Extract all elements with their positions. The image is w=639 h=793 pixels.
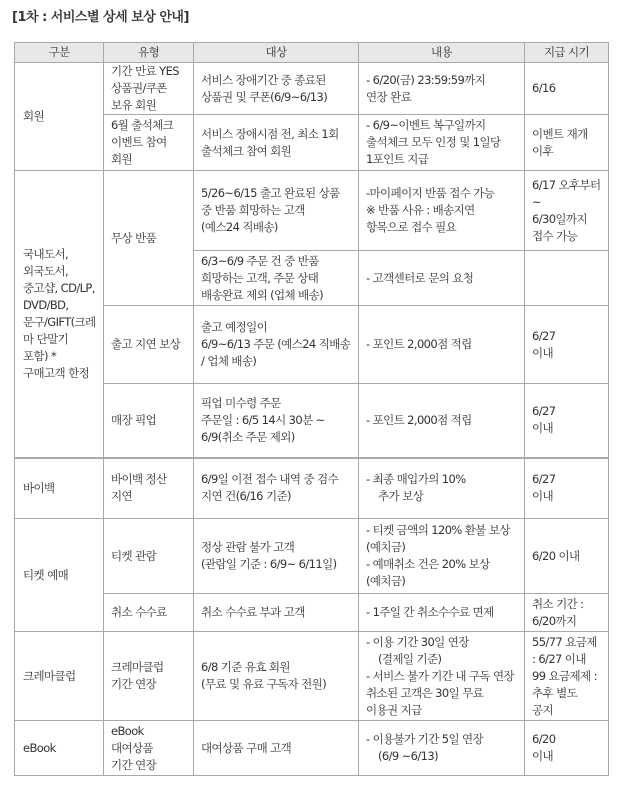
header-content: 내용: [359, 43, 525, 63]
content-line: - 6/20(금) 23:59:59까지: [366, 72, 486, 87]
content-cell: [359, 519, 525, 594]
target-line: 주문일 : 6/5 14시 30분 ~ 6/9(취소 주문 제외): [201, 412, 325, 444]
timing-line: 이내: [532, 421, 554, 436]
content-line: (6/9 ~6/13): [378, 749, 438, 763]
type-cell: 취소 수수료: [104, 594, 194, 632]
table-row: [15, 594, 609, 632]
type-cell: 기간 만료 YES 상품권/쿠폰 보유 회원: [104, 63, 194, 115]
target-cell: 서비스 장애기간 중 종료된 상품권 및 쿠폰(6/9~6/13): [194, 63, 359, 115]
timing-cell: 이벤트 재개 이후: [525, 115, 609, 171]
type-cell: 매장 픽업: [104, 384, 194, 458]
category-cell: 티켓 예매: [15, 519, 104, 632]
target-line: 5/26~6/15 출고 완료된 상품 중 반품 희망하는 고객: [201, 186, 340, 217]
type-line: 대여상품: [111, 740, 154, 755]
table-row: [15, 458, 609, 519]
content-line: - 이용 기간 30일 연장: [366, 634, 469, 649]
timing-line: 취소 기간 :: [532, 596, 584, 611]
target-cell: [194, 632, 359, 721]
content-line: 추가 보상: [378, 489, 424, 504]
content-line: - 예매취소 건은 20% 보상(예치금): [366, 557, 490, 588]
target-line: 6/9~6/13 주문 (예스24 직배송 / 업체 배송): [201, 337, 351, 368]
category-cell: eBook: [15, 721, 104, 776]
target-cell: [194, 171, 359, 251]
content-line: 출석체크 모두 인정 및 1일당 1포인트 지급: [366, 135, 501, 166]
target-cell: 서비스 장애시점 전, 최소 1회 출석체크 참여 회원: [194, 115, 359, 171]
table-header-row: [15, 43, 609, 63]
content-line: (결제일 기준): [378, 651, 442, 666]
page-title: [1차 : 서비스별 상세 보상 안내]: [12, 10, 189, 25]
content-line: - 6/9~이벤트 복구일까지: [366, 118, 486, 132]
table-row: [15, 306, 609, 384]
timing-line: 이내: [532, 345, 554, 360]
timing-cell: 6/20 이내: [525, 519, 609, 594]
type-line: eBook: [111, 723, 144, 738]
timing-cell: [525, 721, 609, 776]
timing-line: 55/77 요금제 : 6/27 이내: [532, 634, 597, 666]
content-cell: - 포인트 2,000점 적립: [359, 384, 525, 458]
header-type: 유형: [104, 43, 194, 63]
type-cell: 출고 지연 보상: [104, 306, 194, 384]
category-cell: 바이백: [15, 458, 104, 519]
target-line: 6/8 기준 유효 회원: [201, 660, 290, 674]
target-cell: [194, 306, 359, 384]
target-cell: 취소 수수료 부과 고객: [194, 594, 359, 632]
timing-cell: [525, 632, 609, 721]
type-line: 기간 연장: [111, 757, 157, 772]
timing-line: 6/27: [532, 328, 556, 343]
timing-cell: [525, 251, 609, 306]
timing-cell: [525, 594, 609, 632]
table-row: [15, 171, 609, 251]
type-cell: [104, 632, 194, 721]
timing-line: 이내: [532, 489, 554, 504]
category-cell: 크레마클럽: [15, 632, 104, 721]
type-cell: 바이백 정산 지연: [104, 458, 194, 519]
type-cell: 6월 출석체크 이벤트 참여 회원: [104, 115, 194, 171]
target-line: 출고 예정일이: [201, 320, 268, 334]
content-line: 연장 완료: [366, 89, 412, 104]
target-line: (예스24 직배송): [201, 220, 278, 234]
target-cell: 6/3~6/9 주문 건 중 반품 희망하는 고객, 주문 상태 배송완료 제외 (업체 배송): [194, 251, 359, 306]
target-line: 픽업 미수령 주문: [201, 395, 281, 410]
timing-cell: [525, 458, 609, 519]
timing-cell: [525, 306, 609, 384]
type-cell: [104, 721, 194, 776]
category-cell: 국내도서, 외국도서, 중고샵, CD/LP, DVD/BD, 문구/GIFT(크레마 단말기 포함) *구매고객 한정: [15, 171, 104, 458]
compensation-table: [14, 42, 609, 776]
table-row: [15, 384, 609, 458]
timing-line: 6/30일까지 접수 가능: [532, 211, 587, 243]
header-category: 구분: [15, 43, 104, 63]
table-row: [15, 632, 609, 721]
content-cell: [359, 721, 525, 776]
content-line: - 티켓 금액의 120% 환불 보상(예치금): [366, 523, 510, 554]
target-cell: 대여상품 구매 고객: [194, 721, 359, 776]
timing-cell: 6/16: [525, 63, 609, 115]
target-line: (무료 및 유료 구독자 전원): [201, 677, 327, 691]
content-line: - 최종 매입가의 10%: [366, 472, 466, 487]
timing-line: 99 요금제제 : 추후 별도 공지: [532, 668, 597, 717]
target-line: (관람일 기준 : 6/9~ 6/11일): [201, 557, 337, 571]
table-row: [15, 721, 609, 776]
category-cell: 회원: [15, 63, 104, 171]
content-cell: [359, 458, 525, 519]
timing-cell: [525, 171, 609, 251]
type-line: 크레마클럽: [111, 660, 164, 674]
header-target: 대상: [194, 43, 359, 63]
target-line: 정상 관람 불가 고객: [201, 540, 295, 554]
header-timing: 지급 시기: [525, 43, 609, 63]
timing-line: 6/27: [532, 472, 556, 487]
target-cell: [194, 384, 359, 458]
content-line: - 서비스 불가 기간 내 구독 연장 취소된 고객은 30일 무료 이용권 지급: [366, 668, 514, 717]
content-cell: [359, 171, 525, 251]
timing-line: 6/20까지: [532, 613, 577, 628]
type-line: 기간 연장: [111, 677, 157, 691]
table-row: [15, 519, 609, 594]
type-cell: 티켓 관람: [104, 519, 194, 594]
table-row: [15, 63, 609, 115]
type-cell: 무상 반품: [104, 171, 194, 306]
content-cell: - 고객센터로 문의 요청: [359, 251, 525, 306]
target-cell: [194, 519, 359, 594]
timing-line: 6/20: [532, 732, 556, 746]
content-cell: [359, 632, 525, 721]
content-line: - 이용불가 기간 5일 연장: [366, 732, 484, 746]
content-cell: - 1주일 간 취소수수료 면제: [359, 594, 525, 632]
timing-line: 6/17 오후부터~: [532, 177, 601, 209]
table-row: [15, 115, 609, 171]
content-cell: [359, 63, 525, 115]
timing-line: 6/27: [532, 404, 556, 419]
content-line: ※ 반품 사유 : 배송지연 항목으로 접수 필요: [366, 203, 475, 234]
content-cell: - 포인트 2,000점 적립: [359, 306, 525, 384]
content-line: -마이페이지 반품 접수 가능: [366, 186, 495, 200]
content-cell: [359, 115, 525, 171]
target-cell: 6/9일 이전 접수 내역 중 검수 지연 건(6/16 기준): [194, 458, 359, 519]
timing-line: 이내: [532, 749, 554, 763]
timing-cell: [525, 384, 609, 458]
